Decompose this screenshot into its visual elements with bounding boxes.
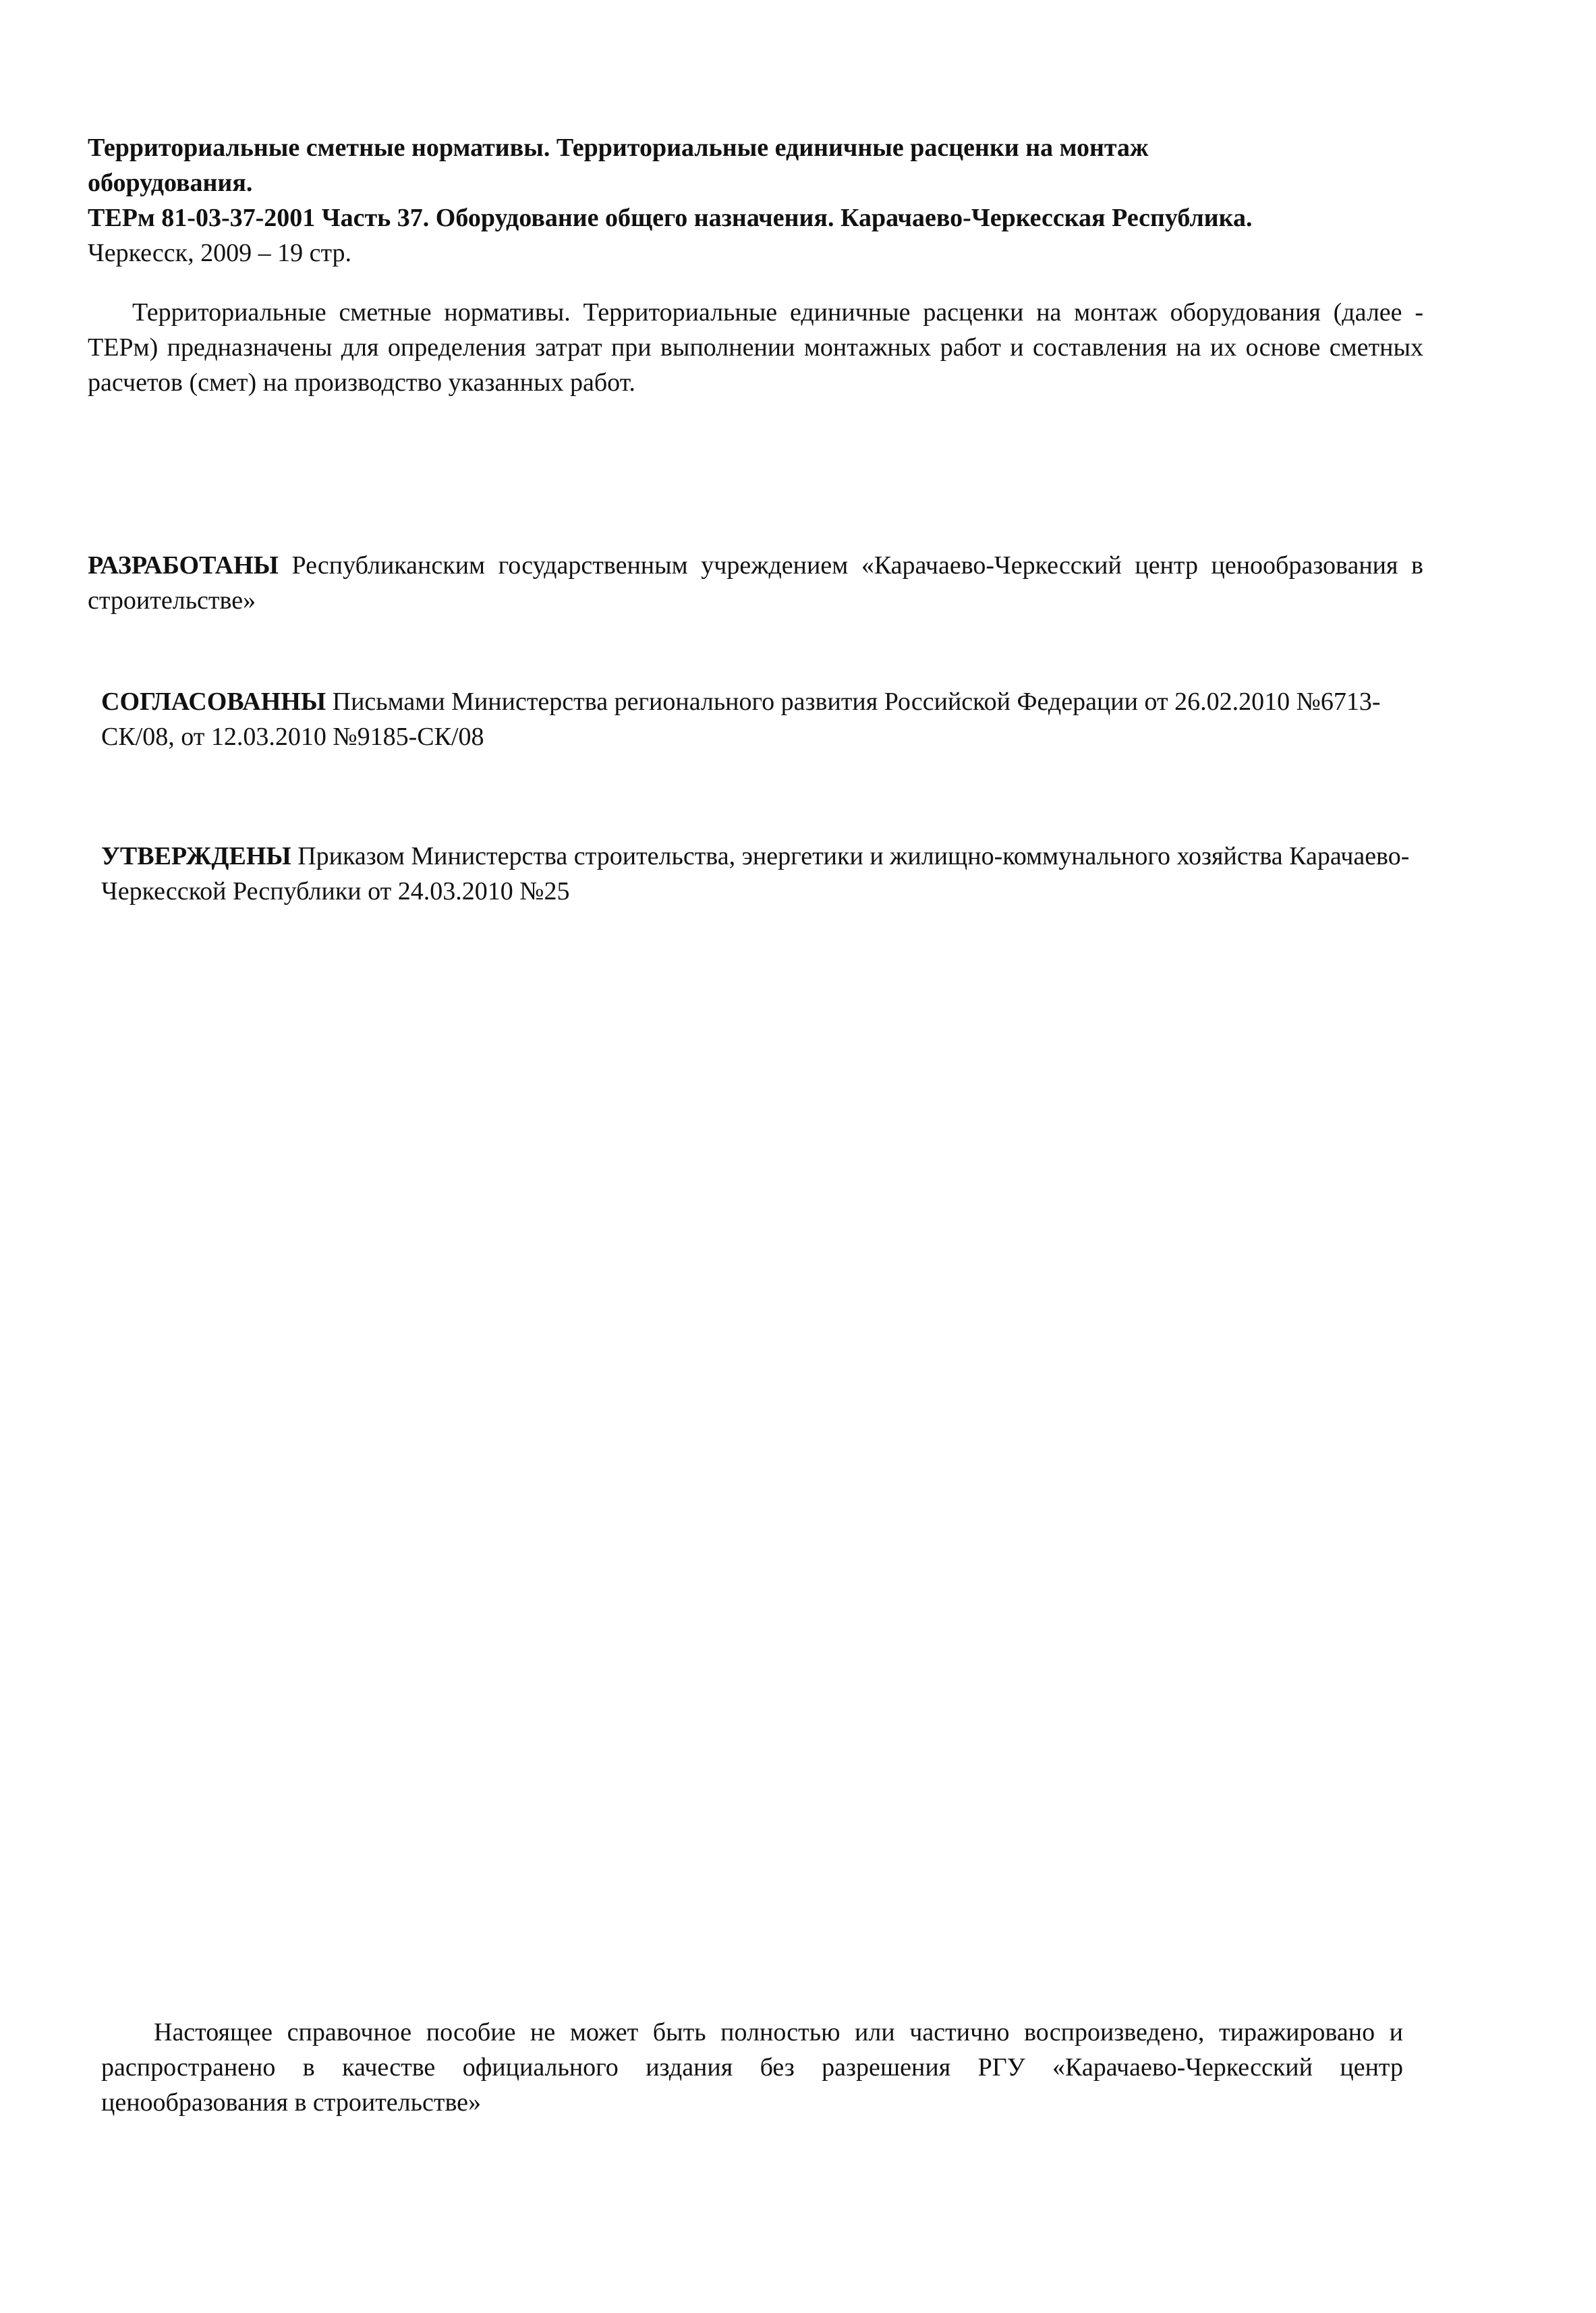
disclaimer-paragraph: Настоящее справочное пособие не может быть полностью или частично воспроизведено, тиражировано и распространено в качестве официального издания без разрешения РГУ «Карачаево-Черкесский центр ценообразования в строительстве» [101,2018,1403,2117]
header-title-line2: оборудования. [88,169,253,197]
approved-text: Приказом Министерства строительства, энергетики и жилищно-коммунального хозяйства Карачаево-Черкесской Республики от 24.03.2010 №25 [101,842,1410,905]
developed-text: Республиканским государственным учреждением «Карачаево-Черкесский центр ценообразования в строительстве» [88,551,1423,615]
developed-paragraph [88,548,1423,618]
document-header [88,130,1437,271]
approved-label: УТВЕРЖДЕНЫ [101,842,291,870]
header-publication-line: Черкесск, 2009 – 19 стр. [88,239,352,267]
agreed-label: СОГЛАСОВАННЫ [101,688,326,716]
agreed-paragraph [101,684,1383,754]
header-code-line: ТЕРм 81-03-37-2001 Часть 37. Оборудование общего назначения. Карачаево-Черкесская Республика. [88,204,1253,232]
header-title-line1: Территориальные сметные нормативы. Территориальные единичные расценки на монтаж [88,134,1149,162]
intro-paragraph: Территориальные сметные нормативы. Территориальные единичные расценки на монтаж оборудования (далее - ТЕРм) предназначены для определения затрат при выполнении монтажных работ и составления на их основе сметных расчетов (смет) на производство указанных работ. [88,298,1423,397]
developed-label: РАЗРАБОТАНЫ [88,551,279,580]
agreed-text: Письмами Министерства регионального развития Российской Федерации от 26.02.2010 №6713-СК/08, от 12.03.2010 №9185-СК/08 [101,688,1381,751]
approved-paragraph [101,839,1423,909]
